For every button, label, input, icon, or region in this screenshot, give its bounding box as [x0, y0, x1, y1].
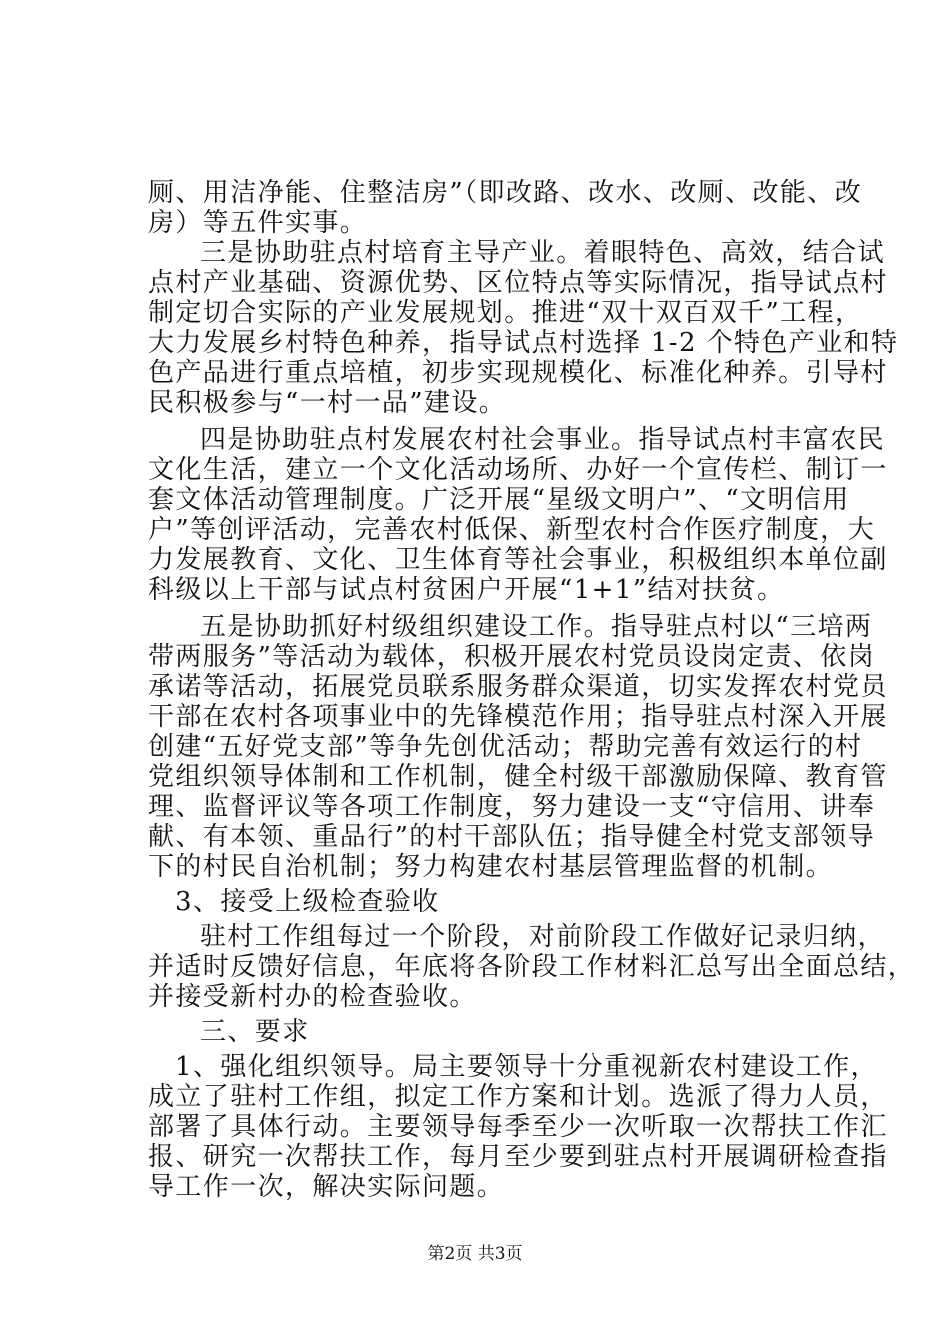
paragraph-start-line: 五是协助抓好村级组织建设工作。指导驻点村以“三培两 — [200, 612, 873, 642]
text-line: 民积极参与“一村一品”建设。 — [148, 388, 507, 418]
text-line: 点村产业基础、资源优势、区位特点等实际情况，指导试点村 — [148, 268, 888, 298]
text-line: 力发展教育、文化、卫生体育等社会事业，积极组织本单位副 — [148, 545, 888, 575]
text-line: 厕、用洁净能、住整洁房”（即改路、改水、改厕、改能、改 — [148, 178, 863, 208]
text-line: 部署了具体行动。主要领导每季至少一次听取一次帮扶工作汇 — [148, 1112, 888, 1142]
text-line: 成立了驻村工作组，拟定工作方案和计划。选派了得力人员， — [148, 1082, 888, 1112]
text-line: 并接受新村办的检查验收。 — [148, 982, 477, 1012]
text-line: 带两服务”等活动为载体，积极开展农村党员设岗定责、依岗 — [148, 642, 876, 672]
text-line: 科级以上干部与试点村贫困户开展“1+1”结对扶贫。 — [148, 575, 785, 605]
text-line: 下的村民自治机制；努力构建农村基层管理监督的机制。 — [148, 852, 834, 882]
text-line: 套文体活动管理制度。广泛开展“星级文明户”、“文明信用 — [148, 485, 850, 515]
paragraph-start-line: 四是协助驻点村发展农村社会事业。指导试点村丰富农民 — [200, 425, 886, 455]
page-footer: 第2页 共3页 — [427, 1244, 523, 1264]
text-line: 承诺等活动，拓展党员联系服务群众渠道，切实发挥农村党员 — [148, 672, 888, 702]
text-line: 导工作一次，解决实际问题。 — [148, 1172, 505, 1202]
text-line: 大力发展乡村特色种养，指导试点村选择 1-2 个特色产业和特 — [148, 328, 899, 358]
paragraph-start-line: 三是协助驻点村培育主导产业。着眼特色、高效，结合试 — [200, 238, 886, 268]
text-line: 制定切合实际的产业发展规划。推进“双十双百双千”工程， — [148, 298, 863, 328]
text-line: 报、研究一次帮扶工作，每月至少要到驻点村开展调研检查指 — [148, 1142, 888, 1172]
text-line: 献、有本领、重品行”的村干部队伍；指导健全村党支部领导 — [148, 822, 876, 852]
section-heading: 3、接受上级检查验收 — [175, 887, 440, 917]
text-line: 户”等创评活动，完善农村低保、新型农村合作医疗制度，大 — [148, 515, 876, 545]
text-line: 文化生活，建立一个文化活动场所、办好一个宣传栏、制订一 — [148, 455, 888, 485]
text-line: 理、监督评议等各项工作制度，努力建设一支“守信用、讲奉 — [148, 792, 876, 822]
text-line: 房）等五件实事。 — [148, 208, 368, 238]
text-line: 干部在农村各项事业中的先锋模范作用；指导驻点村深入开展 — [148, 702, 888, 732]
text-line: 创建“五好党支部”等争先创优活动；帮助完善有效运行的村 — [148, 732, 863, 762]
section-heading: 三、要求 — [200, 1017, 310, 1047]
text-line: 党组织领导体制和工作机制，健全村级干部激励保障、教育管 — [148, 762, 888, 792]
paragraph-start-line: 驻村工作组每过一个阶段，对前阶段工作做好记录归纳， — [200, 922, 886, 952]
text-line: 并适时反馈好信息，年底将各阶段工作材料汇总写出全面总结， — [148, 952, 916, 982]
paragraph-start-line: 1、强化组织领导。局主要领导十分重视新农村建设工作， — [175, 1052, 878, 1082]
text-line: 色产品进行重点培植，初步实现规模化、标准化种养。引导村 — [148, 358, 888, 388]
